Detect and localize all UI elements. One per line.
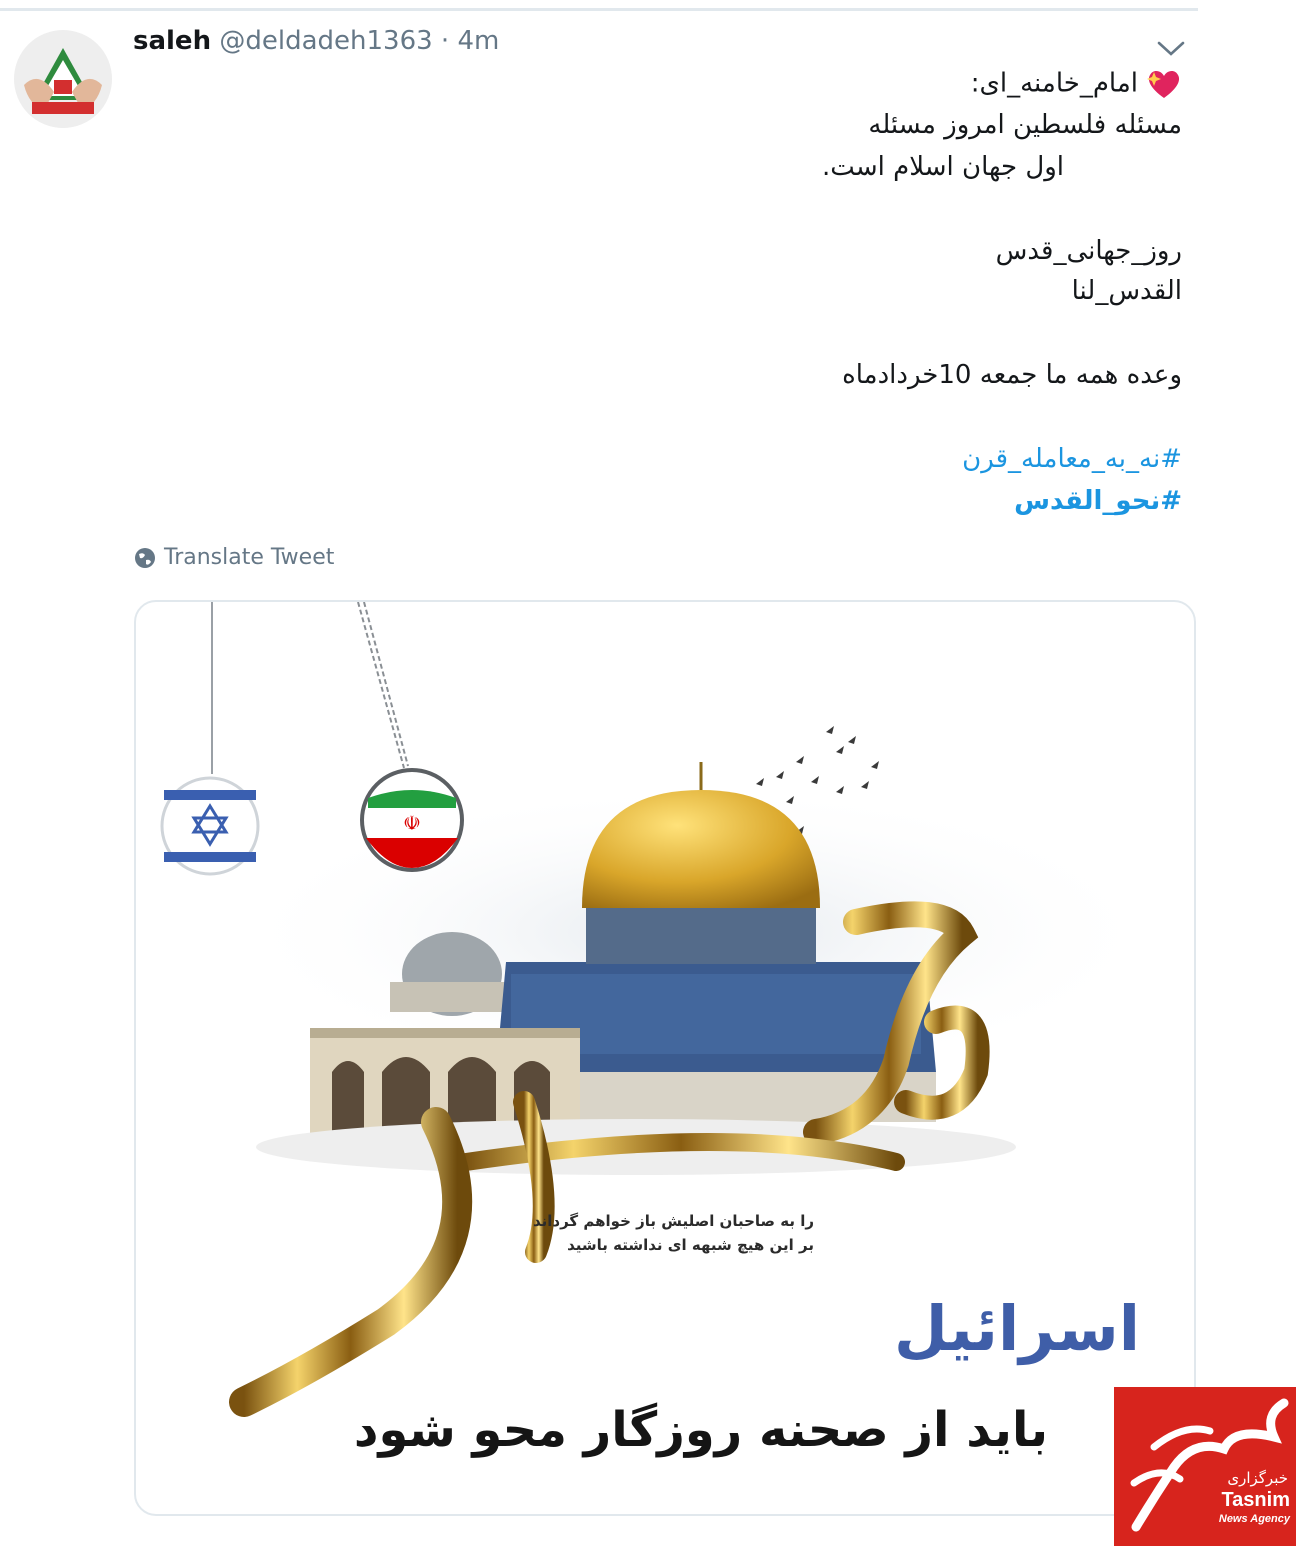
translate-tweet-label: Translate Tweet xyxy=(164,545,335,570)
tweet-line-5: القدس_لنا xyxy=(1071,276,1182,306)
translate-tweet-button[interactable] xyxy=(134,545,334,570)
svg-text:☫: ☫ xyxy=(403,811,421,835)
tweet-line-6: وعده همه ما جمعه 10خردادماه xyxy=(842,360,1182,390)
poster-small-line-2: بر این هیچ شبهه ای نداشته باشید xyxy=(567,1236,814,1254)
author-name[interactable]: saleh xyxy=(133,26,212,56)
watermark-name: Tasnim xyxy=(1221,1489,1290,1511)
hashtag-2[interactable]: #نحو_القدس xyxy=(1014,486,1182,516)
tweet-header xyxy=(133,26,499,56)
tweet-line-1 xyxy=(971,68,1182,100)
watermark-persian: خبرگزاری xyxy=(1227,1469,1288,1487)
sparkling-heart-icon xyxy=(1146,68,1182,100)
tweet-media-card[interactable] xyxy=(134,600,1196,1516)
tweet-timestamp[interactable]: 4m xyxy=(457,26,500,56)
avatar[interactable] xyxy=(14,30,112,128)
poster-small-line-1: را به صاحبان اصلیش باز خواهم گرداند xyxy=(532,1212,814,1230)
avatar-image xyxy=(14,30,112,128)
tweet-line-2: مسئله فلسطین امروز مسئله xyxy=(868,110,1182,140)
tweet-line-4: روز_جهانی_قدس xyxy=(995,236,1182,266)
hanging-ball-right xyxy=(362,770,462,870)
header-separator: · xyxy=(440,26,450,56)
poster-subheadline: باید از صحنه روزگار محو شود xyxy=(353,1402,1048,1458)
poster-artwork xyxy=(136,602,1194,1514)
tasnim-watermark xyxy=(1114,1387,1296,1546)
author-handle[interactable]: @deldadeh1363 xyxy=(219,26,433,56)
watermark-subtitle: News Agency xyxy=(1218,1513,1290,1525)
timeline-divider xyxy=(0,8,1198,11)
hanging-ball-left xyxy=(162,778,258,874)
tweet-line-1-text: امام_خامنه_ای: xyxy=(970,68,1138,99)
chevron-down-icon[interactable] xyxy=(1156,38,1186,58)
tweet-line-3: اول جهان اسلام است. xyxy=(822,152,1064,182)
globe-icon xyxy=(134,547,156,569)
poster-headline: اسرائیل xyxy=(894,1292,1140,1365)
hashtag-1[interactable]: #نه_به_معامله_قرن xyxy=(962,444,1182,474)
